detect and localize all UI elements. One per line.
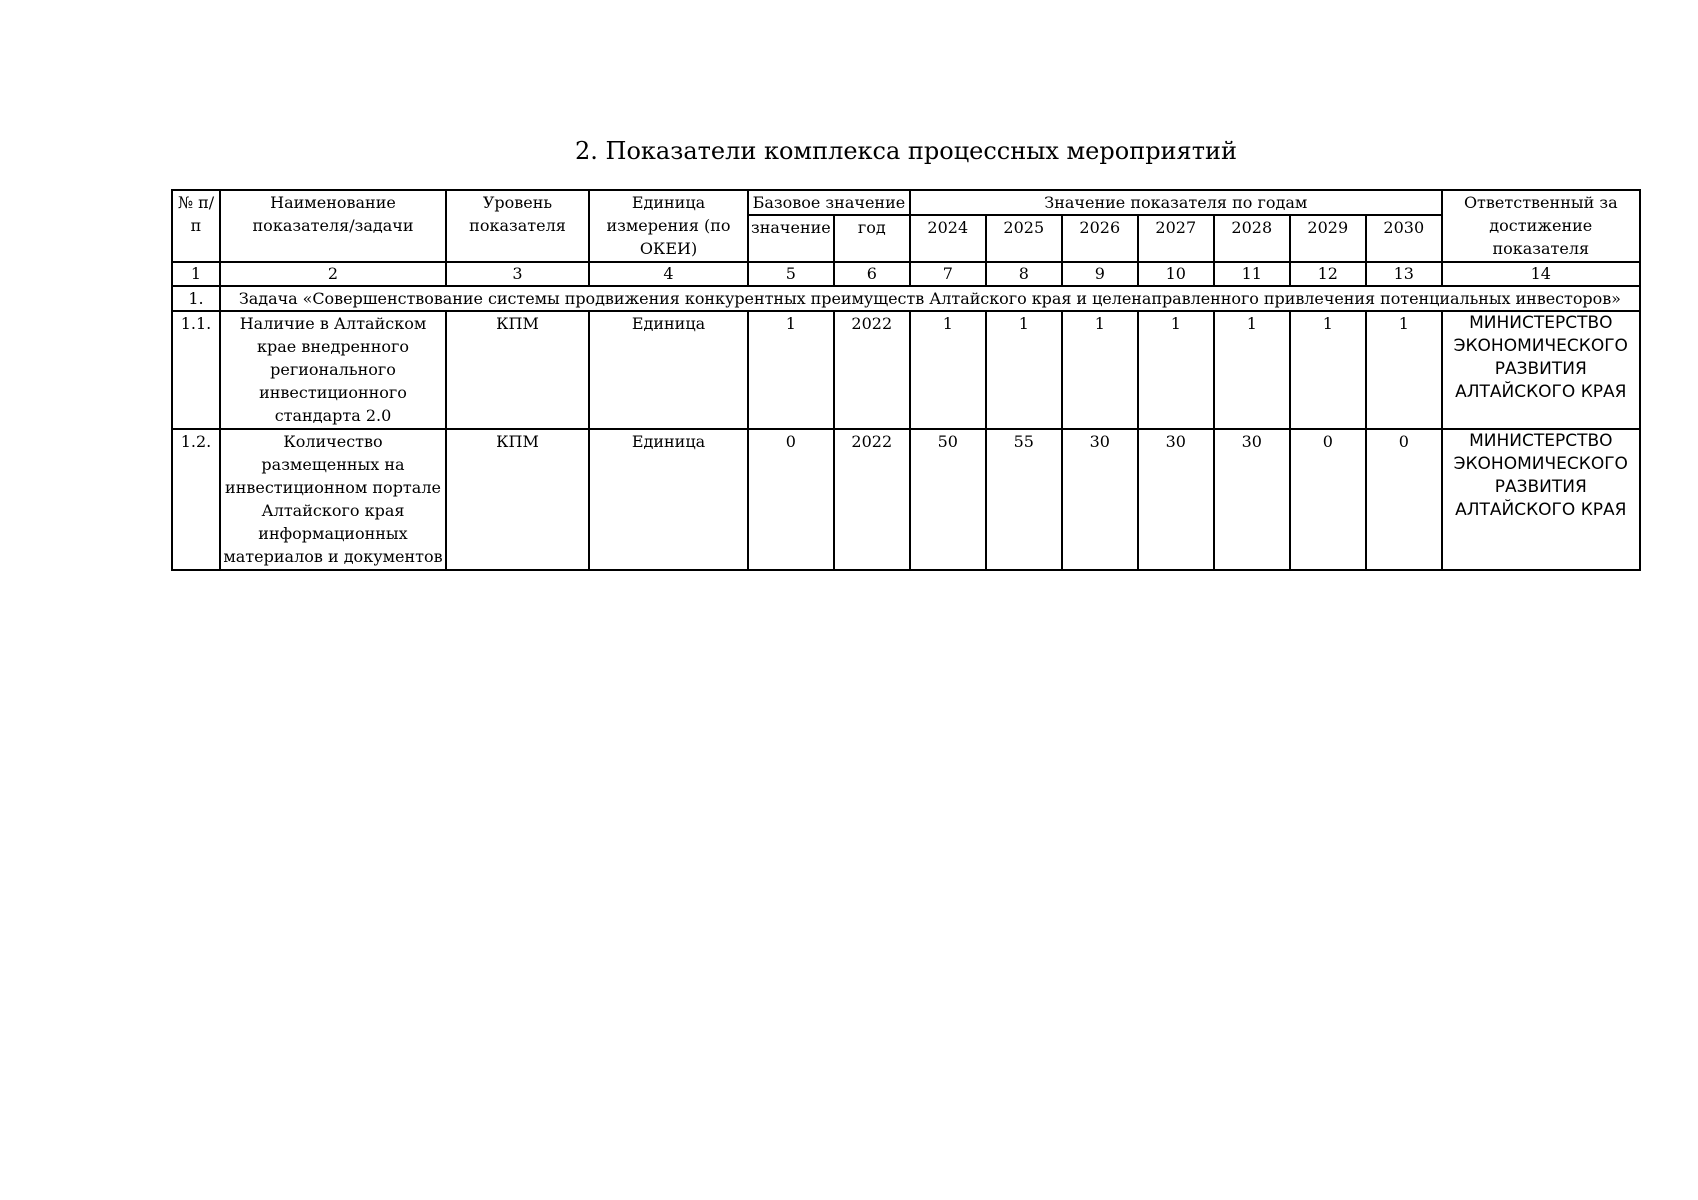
row-value-2025: 55 bbox=[986, 429, 1062, 570]
row-base-year: 2022 bbox=[834, 311, 910, 429]
row-base-value: 1 bbox=[748, 311, 834, 429]
header-base-year: год bbox=[834, 215, 910, 262]
row-value-2028: 30 bbox=[1214, 429, 1290, 570]
row-value-2025: 1 bbox=[986, 311, 1062, 429]
row-num: 1.1. bbox=[172, 311, 220, 429]
header-year-2025: 2025 bbox=[986, 215, 1062, 262]
header-base-group: Базовое значение bbox=[748, 190, 910, 215]
row-base-year: 2022 bbox=[834, 429, 910, 570]
row-value-2028: 1 bbox=[1214, 311, 1290, 429]
row-value-2030: 1 bbox=[1366, 311, 1442, 429]
header-name: Наименование показателя/задачи bbox=[220, 190, 446, 262]
row-value-2029: 0 bbox=[1290, 429, 1366, 570]
header-years-group: Значение показателя по годам bbox=[910, 190, 1442, 215]
column-number: 9 bbox=[1062, 262, 1138, 286]
header-base-value: значение bbox=[748, 215, 834, 262]
header-year-2028: 2028 bbox=[1214, 215, 1290, 262]
column-number: 5 bbox=[748, 262, 834, 286]
column-number: 4 bbox=[589, 262, 748, 286]
header-year-2027: 2027 bbox=[1138, 215, 1214, 262]
row-name: Количество размещенных на инвестиционном портале Алтайского края информационных материалов и документов bbox=[220, 429, 446, 570]
column-number: 6 bbox=[834, 262, 910, 286]
header-year-2029: 2029 bbox=[1290, 215, 1366, 262]
row-value-2026: 1 bbox=[1062, 311, 1138, 429]
header-year-2024: 2024 bbox=[910, 215, 986, 262]
column-number: 7 bbox=[910, 262, 986, 286]
column-number: 1 bbox=[172, 262, 220, 286]
row-value-2029: 1 bbox=[1290, 311, 1366, 429]
document-title: 2. Показатели комплекса процессных мероприятий bbox=[575, 137, 1237, 165]
task-row bbox=[172, 286, 1640, 311]
header-num: № п/п bbox=[172, 190, 220, 262]
task-num: 1. bbox=[172, 286, 220, 311]
column-number: 13 bbox=[1366, 262, 1442, 286]
column-number: 8 bbox=[986, 262, 1062, 286]
indicators-table bbox=[171, 189, 1641, 571]
row-value-2024: 1 bbox=[910, 311, 986, 429]
table-row bbox=[172, 311, 1640, 429]
row-responsible: МИНИСТЕРСТВО ЭКОНОМИЧЕСКОГО РАЗВИТИЯ АЛТАЙСКОГО КРАЯ bbox=[1442, 311, 1640, 429]
row-unit: Единица bbox=[589, 311, 748, 429]
row-base-value: 0 bbox=[748, 429, 834, 570]
column-number: 14 bbox=[1442, 262, 1640, 286]
row-value-2026: 30 bbox=[1062, 429, 1138, 570]
column-number: 11 bbox=[1214, 262, 1290, 286]
header-level: Уровень показателя bbox=[446, 190, 589, 262]
header-responsible: Ответственный за достижение показателя bbox=[1442, 190, 1640, 262]
column-number: 12 bbox=[1290, 262, 1366, 286]
row-value-2027: 30 bbox=[1138, 429, 1214, 570]
row-num: 1.2. bbox=[172, 429, 220, 570]
header-year-2026: 2026 bbox=[1062, 215, 1138, 262]
row-level: КПМ bbox=[446, 311, 589, 429]
column-number-row bbox=[172, 262, 1640, 286]
row-name: Наличие в Алтайском крае внедренного регионального инвестиционного стандарта 2.0 bbox=[220, 311, 446, 429]
row-value-2027: 1 bbox=[1138, 311, 1214, 429]
header-year-2030: 2030 bbox=[1366, 215, 1442, 262]
column-number: 3 bbox=[446, 262, 589, 286]
row-unit: Единица bbox=[589, 429, 748, 570]
row-value-2030: 0 bbox=[1366, 429, 1442, 570]
column-number: 10 bbox=[1138, 262, 1214, 286]
column-number: 2 bbox=[220, 262, 446, 286]
header-unit: Единица измерения (по ОКЕИ) bbox=[589, 190, 748, 262]
header-row-1 bbox=[172, 190, 1640, 215]
row-level: КПМ bbox=[446, 429, 589, 570]
row-responsible: МИНИСТЕРСТВО ЭКОНОМИЧЕСКОГО РАЗВИТИЯ АЛТАЙСКОГО КРАЯ bbox=[1442, 429, 1640, 570]
table-row bbox=[172, 429, 1640, 570]
task-text: Задача «Совершенствование системы продвижения конкурентных преимуществ Алтайского края и целенаправленного привлечения потенциальных инвесторов» bbox=[220, 286, 1640, 311]
row-value-2024: 50 bbox=[910, 429, 986, 570]
